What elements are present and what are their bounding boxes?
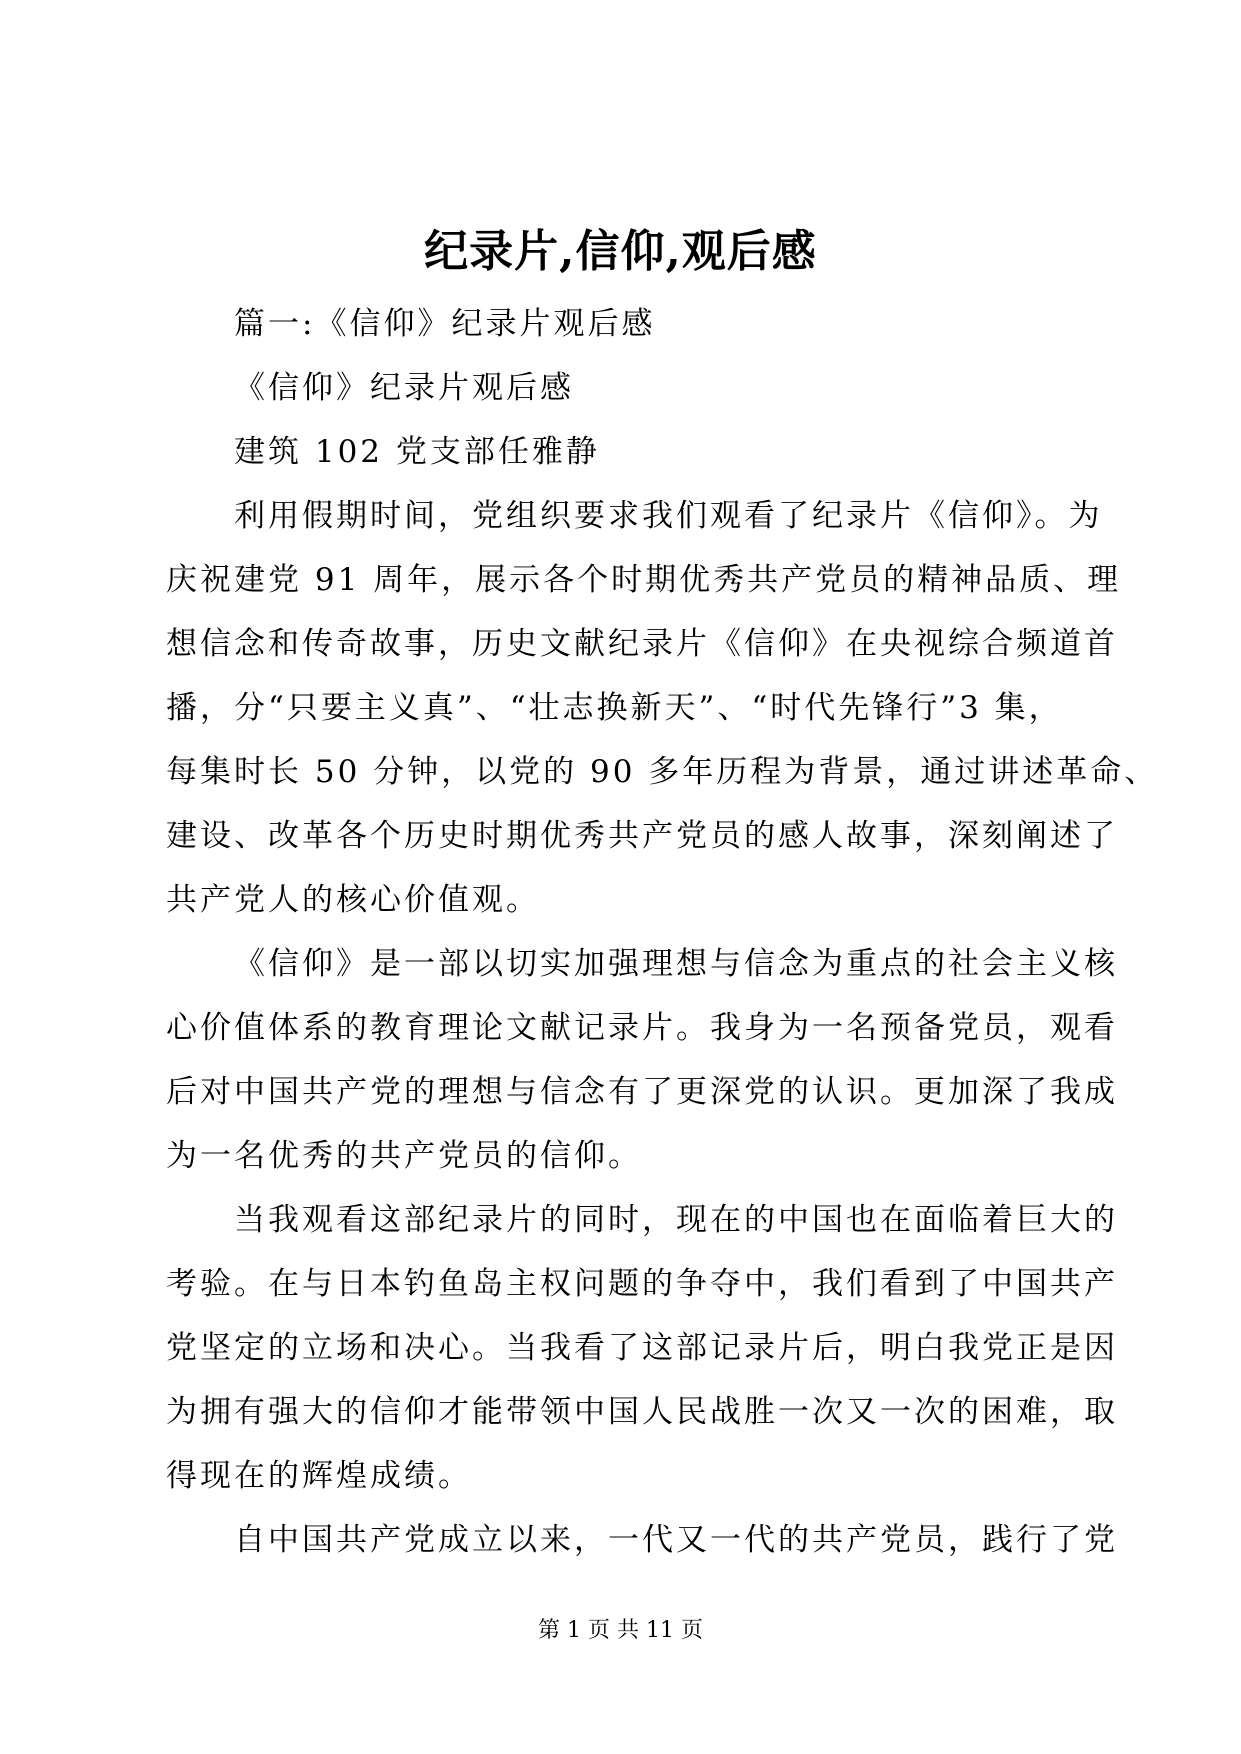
paragraph-line: 自中国共产党成立以来，一代又一代的共产党员，践行了党 xyxy=(234,1522,1118,1558)
paragraph-line: 党坚定的立场和决心。当我看了这部记录片后，明白我党正是因 xyxy=(166,1330,1118,1366)
paragraph-line: 庆祝建党 91 周年，展示各个时期优秀共产党员的精神品质、理 xyxy=(166,562,1122,598)
paragraph-line: 播，分“只要主义真”、“壮志换新天”、“时代先锋行”3 集， xyxy=(166,690,1063,726)
document-body xyxy=(166,292,1159,1572)
page-footer: 第 1 页 共 11 页 xyxy=(538,1618,703,1643)
author-line: 建筑 102 党支部任雅静 xyxy=(234,434,600,470)
paragraph-line: 当我观看这部纪录片的同时，现在的中国也在面临着巨大的 xyxy=(234,1202,1118,1238)
paragraph-line: 每集时长 50 分钟，以党的 90 多年历程为背景，通过讲述革命、 xyxy=(166,754,1159,790)
section-heading: 篇一:《信仰》纪录片观后感 xyxy=(234,306,656,342)
paragraph-line: 想信念和传奇故事，历史文献纪录片《信仰》在央视综合频道首 xyxy=(166,626,1118,662)
paragraph-line: 心价值体系的教育理论文献记录片。我身为一名预备党员，观看 xyxy=(166,1010,1118,1046)
paragraph-line: 利用假期时间，党组织要求我们观看了纪录片《信仰》。为 xyxy=(234,498,1103,534)
paragraph-line: 《信仰》是一部以切实加强理想与信念为重点的社会主义核 xyxy=(234,946,1118,982)
paragraph-line: 后对中国共产党的理想与信念有了更深党的认识。更加深了我成 xyxy=(166,1074,1118,1110)
paragraph-line: 考验。在与日本钓鱼岛主权问题的争夺中，我们看到了中国共产 xyxy=(166,1266,1118,1302)
paragraph-line: 建设、改革各个历史时期优秀共产党员的感人故事，深刻阐述了 xyxy=(166,818,1118,854)
article-title: 《信仰》纪录片观后感 xyxy=(234,370,574,406)
paragraph-line: 得现在的辉煌成绩。 xyxy=(166,1458,472,1494)
paragraph-line: 为拥有强大的信仰才能带领中国人民战胜一次又一次的困难，取 xyxy=(166,1394,1118,1430)
paragraph-line: 为一名优秀的共产党员的信仰。 xyxy=(166,1138,642,1174)
paragraph-line: 共产党人的核心价值观。 xyxy=(166,882,540,918)
document-title: 纪录片,信仰,观后感 xyxy=(424,226,817,277)
